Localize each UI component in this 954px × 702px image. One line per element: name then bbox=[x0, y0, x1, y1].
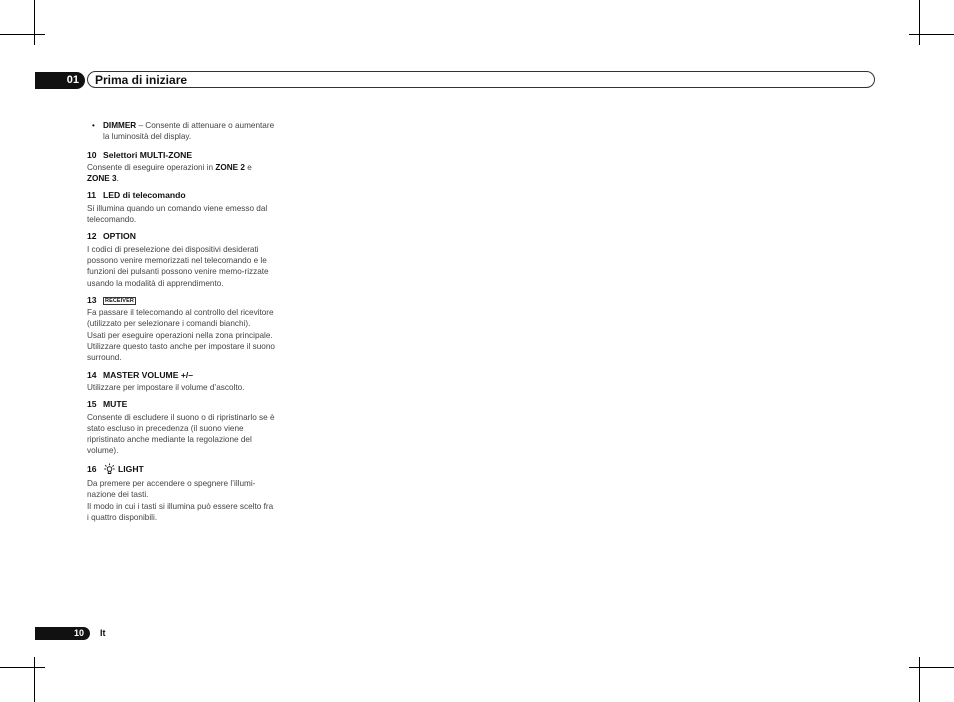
section-title: MUTE bbox=[103, 399, 128, 410]
section-11 bbox=[87, 190, 277, 225]
section-title: OPTION bbox=[103, 231, 136, 242]
section-text: Consente di eseguire operazioni in bbox=[87, 162, 216, 172]
bullet-icon: • bbox=[92, 121, 95, 130]
zone-label: ZONE 2 bbox=[215, 162, 245, 172]
section-15 bbox=[87, 399, 277, 456]
section-text: Utilizzare per impostare il volume d’ascolto. bbox=[87, 382, 245, 392]
section-number: 11 bbox=[87, 190, 97, 201]
section-text: . bbox=[116, 174, 119, 184]
list-item-dimmer bbox=[87, 120, 277, 143]
section-text: Usati per eseguire operazioni nella zona principale. bbox=[87, 330, 273, 340]
section-13 bbox=[87, 295, 277, 364]
section-text: Si illumina quando un comando viene emesso dal telecomando. bbox=[87, 203, 268, 225]
section-number: 13 bbox=[87, 294, 97, 305]
description: – Consente di attenuare o aumentare la luminosità del display. bbox=[103, 121, 275, 142]
section-title: Selettori MULTI-ZONE bbox=[103, 149, 193, 160]
content-column bbox=[87, 120, 277, 529]
section-number: 14 bbox=[87, 369, 97, 380]
section-title: LIGHT bbox=[118, 463, 144, 474]
section-number: 10 bbox=[87, 149, 97, 160]
chapter-title: Prima di iniziare bbox=[95, 73, 188, 87]
chapter-title-box bbox=[87, 71, 875, 88]
section-number: 15 bbox=[87, 399, 97, 410]
page-number: 10 bbox=[35, 627, 90, 640]
section-number: 16 bbox=[87, 463, 97, 474]
section-14 bbox=[87, 370, 277, 394]
section-text: Il modo in cui i tasti si illumina può essere scelto fra i quattro disponibili. bbox=[87, 501, 274, 522]
receiver-button-badge: RECEIVER bbox=[105, 297, 134, 304]
section-text: Utilizzare questo tasto anche per impostare il suono surround. bbox=[87, 342, 275, 363]
light-bulb-icon bbox=[104, 463, 115, 477]
section-text: e bbox=[244, 162, 252, 172]
section-number: 12 bbox=[87, 231, 97, 242]
language-code: It bbox=[100, 628, 106, 638]
term: DIMMER bbox=[103, 121, 137, 130]
section-text: Consente di escludere il suono o di ripristinarlo se è stato escluso in precedenza (il suono viene ripristinato anche mediante la regolazione del volume). bbox=[87, 412, 275, 456]
section-text: Da premere per accendere o spegnere l’illumi-nazione dei tasti. bbox=[87, 479, 256, 500]
section-text: Fa passare il telecomando al controllo del ricevitore (utilizzato per selezionare i comandi bianchi). bbox=[87, 308, 274, 329]
section-12 bbox=[87, 231, 277, 288]
zone-label: ZONE 3 bbox=[87, 174, 117, 184]
chapter-number: 01 bbox=[35, 72, 85, 89]
section-16 bbox=[87, 463, 277, 523]
section-text: I codici di preselezione dei dispositivi desiderati possono venire memorizzati nel telecomando e le funzioni dei pulsanti possono venire memo-rizzate usando la modalità di apprendimento. bbox=[87, 244, 269, 288]
section-10 bbox=[87, 150, 277, 185]
section-title: MASTER VOLUME +/– bbox=[103, 369, 194, 380]
section-title: LED di telecomando bbox=[103, 190, 186, 201]
